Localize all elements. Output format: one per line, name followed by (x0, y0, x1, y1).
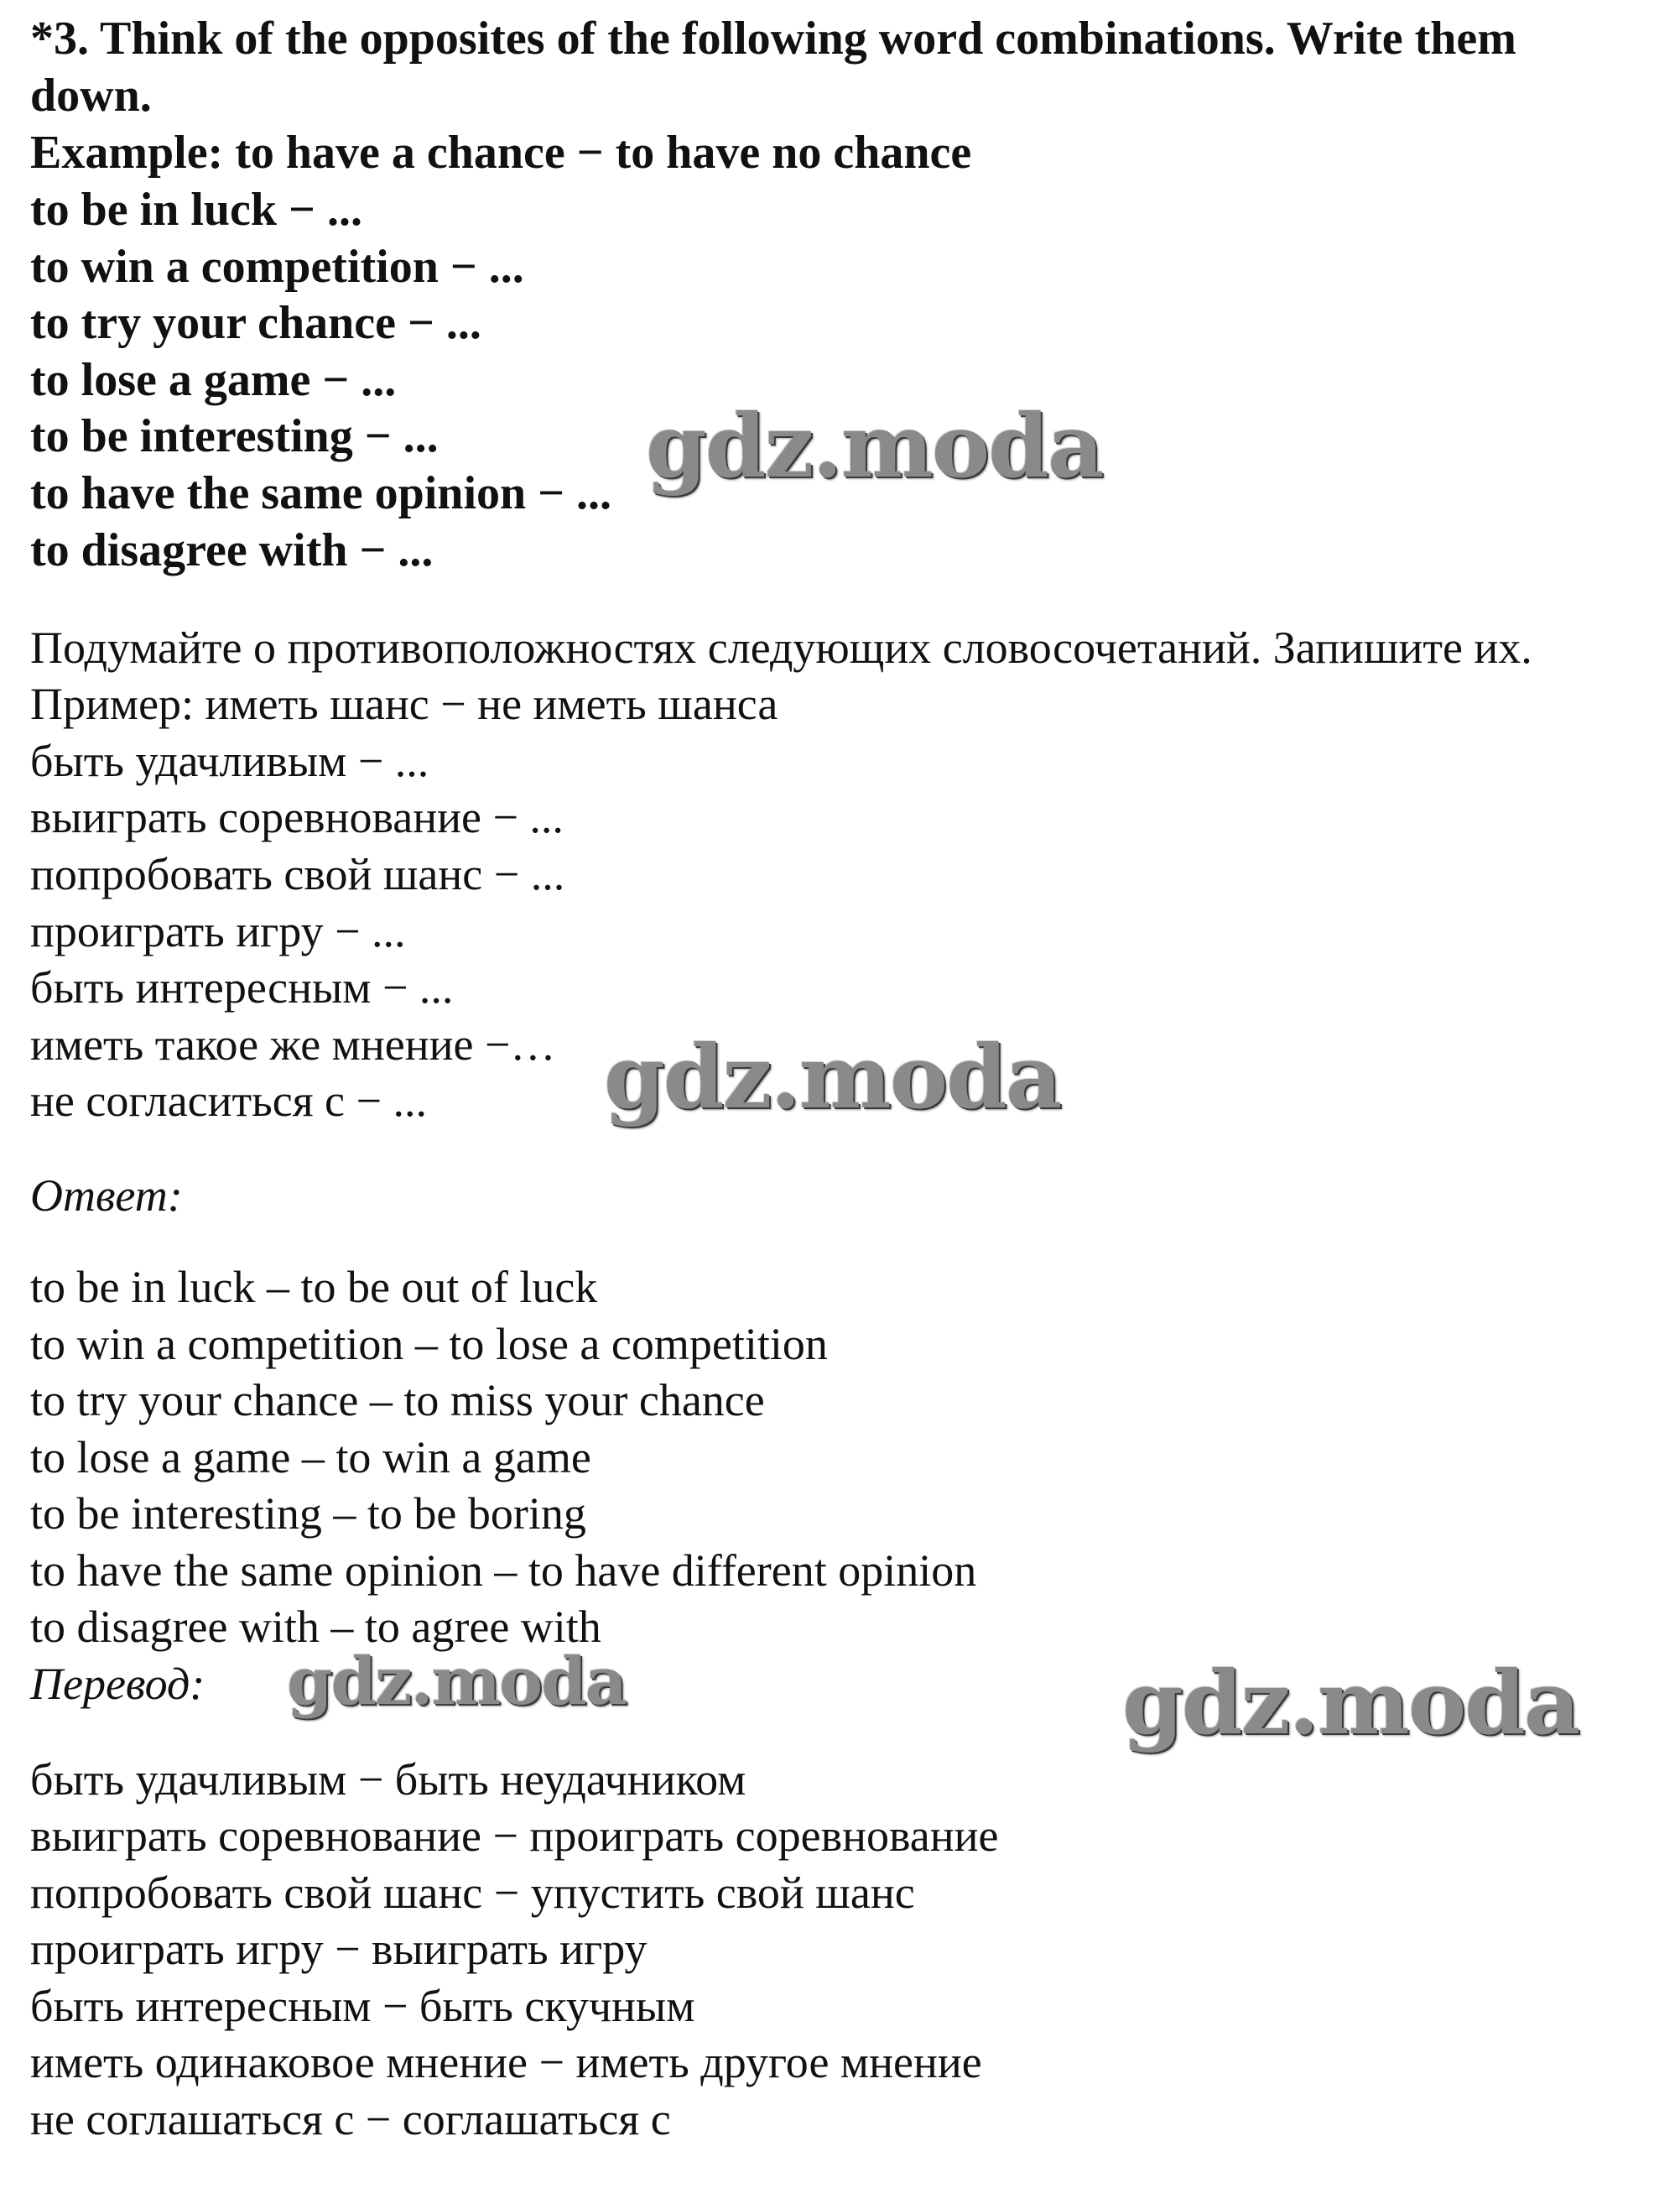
translation-item: не соглашаться с − соглашаться с (30, 2094, 671, 2144)
watermark: gdz.moda (646, 394, 1103, 498)
watermark: gdz.moda (287, 1644, 627, 1720)
task-header-line-2: down. (30, 70, 152, 122)
translation-task-item: не согласиться с − ... (30, 1076, 427, 1126)
answer-item: to be interesting – to be boring (30, 1488, 586, 1539)
task-item: to disagree with − ... (30, 524, 434, 576)
task-item: to be interesting − ... (30, 410, 439, 462)
answer-item: to try your chance – to miss your chance (30, 1375, 765, 1425)
answer-item: to be in luck – to be out of luck (30, 1262, 598, 1312)
translation-item: быть удачливым − быть неудачником (30, 1754, 746, 1805)
translation-label: Перевод: (30, 1659, 205, 1709)
task-item: to lose a game − ... (30, 354, 397, 406)
answer-item: to have the same opinion – to have different opinion (30, 1545, 977, 1596)
task-item: to try your chance − ... (30, 297, 481, 349)
task-example: Example: to have a chance − to have no chance (30, 127, 972, 179)
translation-item: попробовать свой шанс − упустить свой шанс (30, 1868, 915, 1918)
translation-item: быть интересным − быть скучным (30, 1981, 695, 2031)
translation-task-header: Подумайте о противоположностях следующих словосочетаний. Запишите их. (30, 623, 1532, 673)
answer-item: to lose a game – to win a game (30, 1432, 591, 1482)
translation-item: проиграть игру − выиграть игру (30, 1924, 648, 1974)
translation-item: иметь одинаковое мнение − иметь другое мнение (30, 2037, 982, 2087)
translation-item: выиграть соревнование − проиграть соревнование (30, 1810, 999, 1861)
translation-task-item: иметь такое же мнение −… (30, 1019, 556, 1070)
translation-task-item: выиграть соревнование − ... (30, 792, 564, 842)
watermark: gdz.moda (604, 1025, 1061, 1128)
answer-label: Ответ: (30, 1170, 183, 1221)
task-item: to have the same opinion − ... (30, 467, 612, 519)
task-item: to be in luck − ... (30, 184, 362, 236)
translation-task-item: быть интересным − ... (30, 962, 454, 1013)
translation-task-item: проиграть игру − ... (30, 906, 406, 956)
answer-item: to disagree with – to agree with (30, 1602, 601, 1652)
watermark: gdz.moda (1122, 1651, 1579, 1754)
translation-task-item: попробовать свой шанс − ... (30, 849, 565, 899)
translation-task-example: Пример: иметь шанс − не иметь шанса (30, 679, 778, 729)
answer-item: to win a competition – to lose a competition (30, 1319, 828, 1369)
task-item: to win a competition − ... (30, 241, 524, 293)
translation-task-item: быть удачливым − ... (30, 736, 429, 786)
task-header-line-1: *3. Think of the opposites of the following word combinations. Write them (30, 13, 1516, 65)
